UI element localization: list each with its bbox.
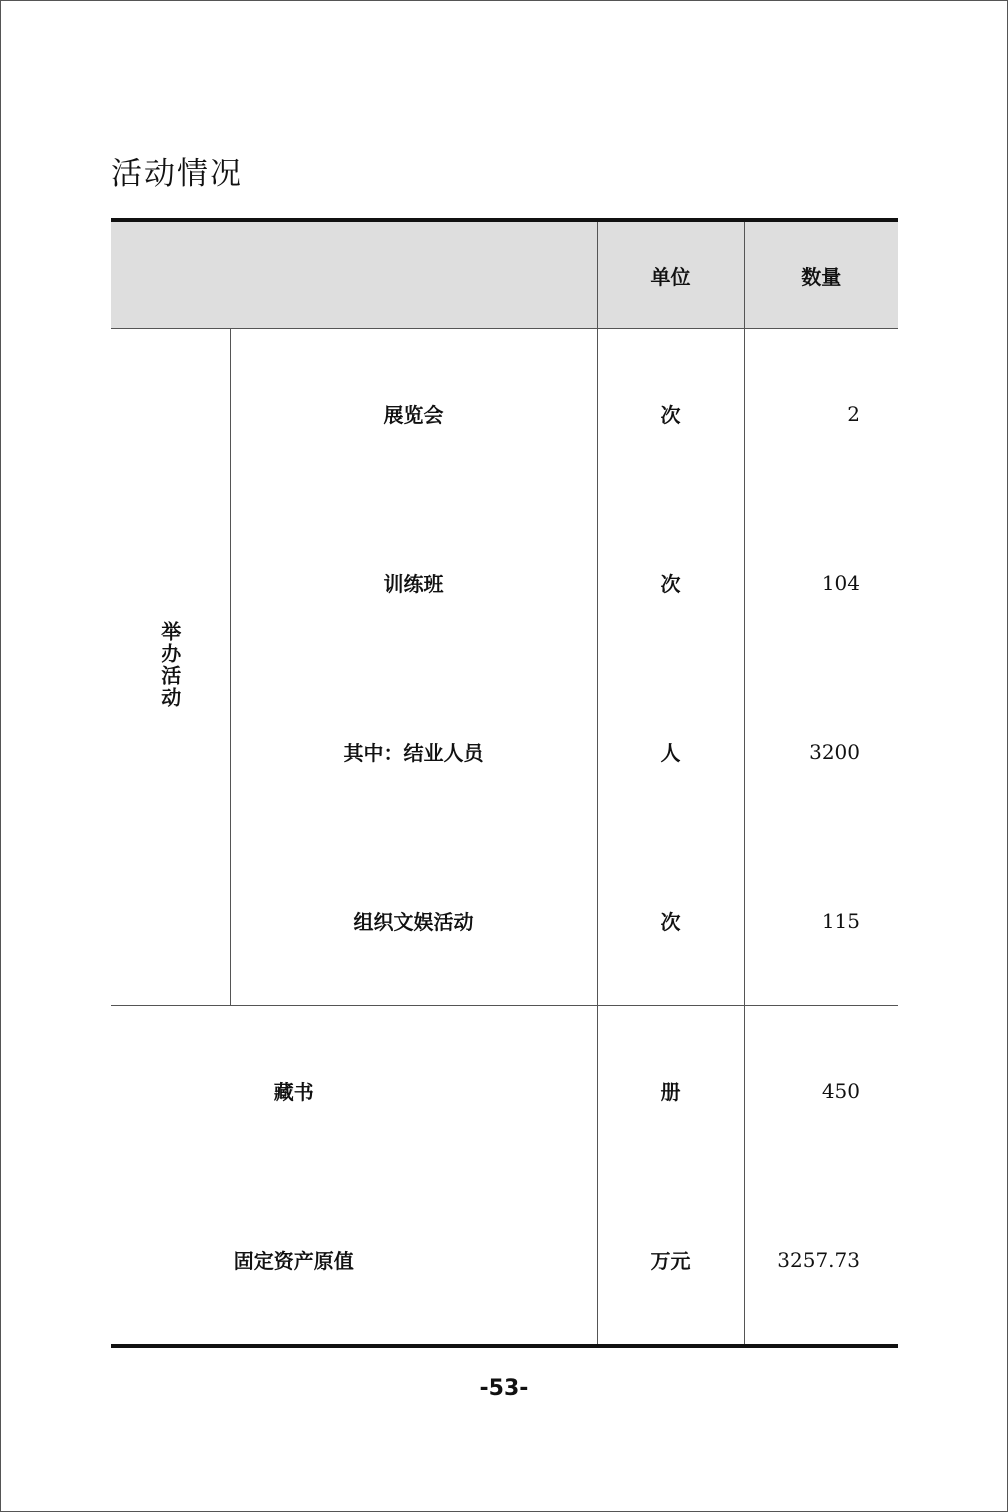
- row-quantity: 450: [744, 1006, 898, 1176]
- row-item: 训练班: [230, 498, 597, 667]
- row-unit: 册: [597, 1006, 744, 1176]
- row-unit: 次: [597, 498, 744, 667]
- table-row: [111, 1006, 898, 1176]
- row-item: 展览会: [230, 329, 597, 499]
- table-row: [111, 498, 898, 667]
- row-quantity: 3200: [744, 667, 898, 836]
- row-unit: 次: [597, 329, 744, 499]
- row-quantity: 2: [744, 329, 898, 499]
- row-quantity: 104: [744, 498, 898, 667]
- row-quantity: 115: [744, 836, 898, 1006]
- page-title: 活动情况: [111, 156, 243, 192]
- row-unit: 万元: [597, 1175, 744, 1346]
- row-unit: 次: [597, 836, 744, 1006]
- row-unit: 人: [597, 667, 744, 836]
- table-row: [111, 836, 898, 1006]
- header-unit: 单位: [597, 220, 744, 329]
- group-label-cell: [111, 329, 230, 1006]
- table-row: [111, 667, 898, 836]
- row-item: 固定资产原值: [233, 1249, 354, 1273]
- page-number: -53-: [479, 1376, 529, 1401]
- row-item: 其中：结业人员: [230, 667, 597, 836]
- row-item: 藏书: [111, 1006, 597, 1176]
- table-row: [111, 329, 898, 499]
- row-quantity: 3257.73: [744, 1175, 898, 1346]
- activity-table: [111, 218, 898, 1348]
- row-item: 组织文娱活动: [230, 836, 597, 1006]
- header-quantity: 数量: [744, 220, 898, 329]
- header-blank: [111, 220, 597, 329]
- table-header-row: [111, 220, 898, 329]
- group-label: 举办活动: [157, 620, 182, 709]
- table-row: [111, 1175, 898, 1346]
